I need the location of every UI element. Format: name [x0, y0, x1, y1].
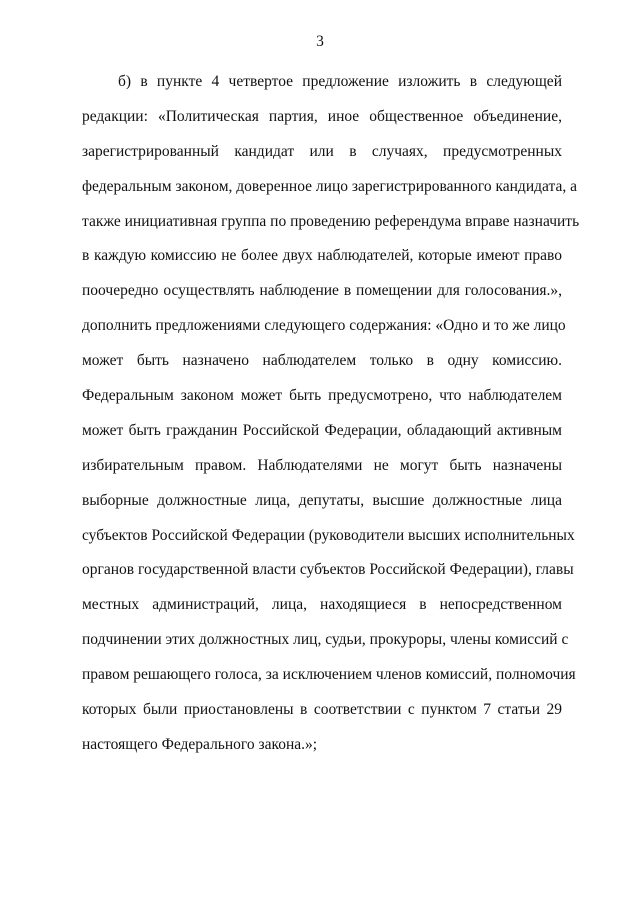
paragraph-line: правом решающего голоса, за исключением членов комиссий, полномочия [82, 666, 576, 684]
paragraph-line: органов государственной власти субъектов Российской Федерации), главы [82, 561, 574, 579]
paragraph-line: также инициативная группа по проведению референдума вправе назначить [82, 212, 580, 230]
paragraph-line: субъектов Российской Федерации (руководители высших исполнительных [82, 526, 575, 544]
paragraph-line: зарегистрированный кандидат или в случаях, предусмотренных [82, 142, 562, 160]
paragraph-line: редакции: «Политическая партия, иное общественное объединение, [82, 107, 562, 125]
paragraph-line: дополнить предложениями следующего содержания: «Одно и то же лицо [82, 317, 566, 335]
paragraph-line: выборные должностные лица, депутаты, высшие должностные лица [82, 491, 562, 509]
paragraph-line: может быть назначено наблюдателем только в одну комиссию. [82, 352, 562, 370]
paragraph-line: поочередно осуществлять наблюдение в помещении для голосования.», [82, 282, 562, 300]
paragraph-line: может быть гражданин Российской Федерации, обладающий активным [82, 421, 562, 439]
page-number: 3 [316, 33, 324, 50]
paragraph-line: настоящего Федерального закона.»; [82, 735, 318, 753]
paragraph-line: подчинении этих должностных лиц, судьи, прокуроры, члены комиссий с [82, 631, 569, 649]
paragraph-line: Федеральным законом может быть предусмотрено, что наблюдателем [82, 387, 562, 405]
paragraph-line: избирательным правом. Наблюдателями не могут быть назначены [82, 456, 562, 474]
paragraph-line: местных администраций, лица, находящиеся в непосредственном [82, 596, 562, 614]
body-paragraph [82, 70, 580, 768]
paragraph-line: федеральным законом, доверенное лицо зарегистрированного кандидата, а [82, 177, 577, 195]
paragraph-line: в каждую комиссию не более двух наблюдателей, которые имеют право [82, 247, 562, 265]
paragraph-line: которых были приостановлены в соответствии с пунктом 7 статьи 29 [82, 701, 562, 719]
paragraph-line: б) в пункте 4 четвертое предложение изложить в следующей [118, 73, 562, 90]
